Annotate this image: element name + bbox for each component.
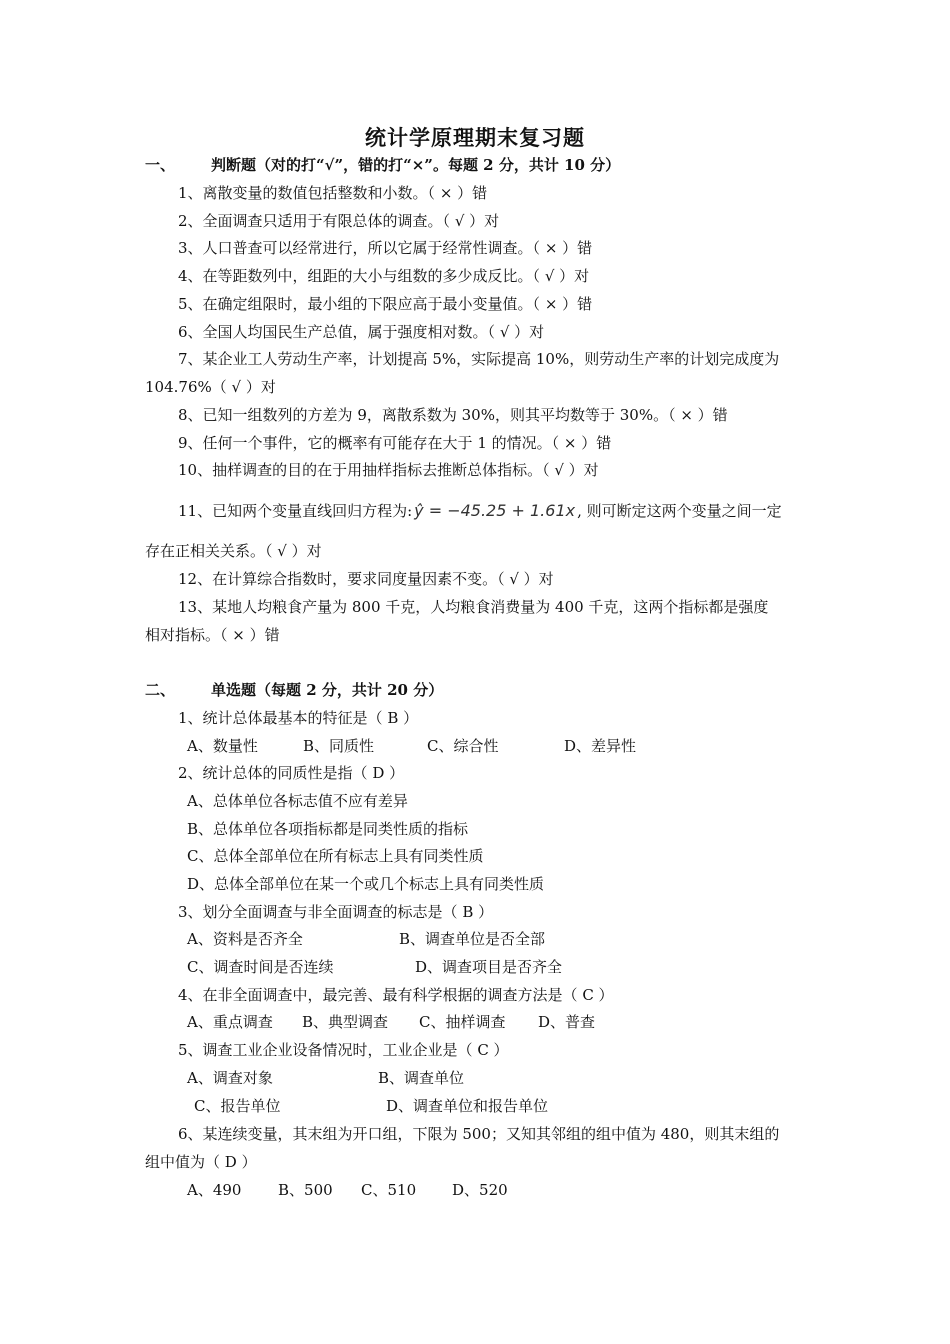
s2-q6-option-d: D、520 bbox=[452, 1181, 508, 1199]
s1-question-1: 1、离散变量的数值包括整数和小数。（ × ）错 bbox=[178, 184, 488, 202]
s1-question-7-line1: 7、某企业工人劳动生产率，计划提高 5%，实际提高 10%，则劳动生产率的计划完成度为 bbox=[178, 350, 780, 368]
document-title: 统计学原理期末复习题 bbox=[365, 125, 585, 150]
s1-question-2: 2、全面调查只适用于有限总体的调查。（ √ ）对 bbox=[178, 212, 500, 230]
s2-q3-option-d: D、调查项目是否齐全 bbox=[415, 958, 563, 976]
s1-question-12: 12、在计算综合指数时，要求同度量因素不变。（ √ ）对 bbox=[178, 570, 554, 588]
s1-question-3: 3、人口普查可以经常进行，所以它属于经常性调查。（ × ）错 bbox=[178, 239, 593, 257]
s1-question-9: 9、任何一个事件，它的概率有可能存在大于 1 的情况。（ × ）错 bbox=[178, 434, 612, 452]
s2-question-6-line1: 6、某连续变量，其末组为开口组，下限为 500；又知其邻组的组中值为 480，则其末组的 bbox=[178, 1125, 780, 1143]
s2-q2-option-a: A、总体单位各标志值不应有差异 bbox=[187, 792, 408, 810]
s2-question-5: 5、调查工业企业设备情况时，工业企业是（ C ） bbox=[178, 1041, 509, 1059]
s2-q2-option-c: C、总体全部单位在所有标志上具有同类性质 bbox=[187, 847, 484, 865]
s1-question-6: 6、全国人均国民生产总值，属于强度相对数。（ √ ）对 bbox=[178, 323, 545, 341]
s2-question-4: 4、在非全面调查中，最完善、最有科学根据的调查方法是（ C ） bbox=[178, 986, 614, 1004]
s1-q11-text-before: 11、已知两个变量直线回归方程为: bbox=[178, 502, 413, 520]
s2-q3-option-c: C、调查时间是否连续 bbox=[187, 958, 334, 976]
s1-q11-text-after: , 则可断定这两个变量之间一定 bbox=[577, 502, 782, 520]
section2-heading bbox=[145, 680, 443, 700]
s1-question-13-line2: 相对指标。（ × ）错 bbox=[145, 626, 280, 644]
s2-question-3: 3、划分全面调查与非全面调查的标志是（ B ） bbox=[178, 903, 494, 921]
s2-q6-option-b: B、500 bbox=[278, 1181, 333, 1199]
s2-question-2: 2、统计总体的同质性是指（ D ） bbox=[178, 764, 405, 782]
s2-q1-option-b: B、同质性 bbox=[303, 737, 375, 755]
s1-question-11-line2: 存在正相关关系。（ √ ）对 bbox=[145, 542, 322, 560]
s1-question-8: 8、已知一组数列的方差为 9，离散系数为 30%，则其平均数等于 30%。（ × ）错 bbox=[178, 406, 728, 424]
s1-question-7-line2: 104.76%（ √ ）对 bbox=[145, 378, 276, 396]
section1-title: 判断题（对的打“√”，错的打“×”。每题 2 分，共计 10 分） bbox=[211, 156, 621, 174]
s2-q1-option-d: D、差异性 bbox=[564, 737, 637, 755]
s2-q5-option-b: B、调查单位 bbox=[378, 1069, 465, 1087]
s2-question-1: 1、统计总体最基本的特征是（ B ） bbox=[178, 709, 419, 727]
section1-number: 一、 bbox=[145, 156, 176, 174]
s1-question-11-line1 bbox=[178, 501, 782, 521]
s1-question-10: 10、抽样调查的目的在于用抽样指标去推断总体指标。（ √ ）对 bbox=[178, 461, 599, 479]
s2-q1-option-c: C、综合性 bbox=[427, 737, 499, 755]
s1-question-13-line1: 13、某地人均粮食产量为 800 千克，人均粮食消费量为 400 千克，这两个指标都是强度 bbox=[178, 598, 769, 616]
s2-q3-option-a: A、资料是否齐全 bbox=[187, 930, 303, 948]
regression-formula: ŷ = −45.25 + 1.61x bbox=[414, 501, 576, 520]
s2-q6-option-c: C、510 bbox=[361, 1181, 417, 1199]
s2-q1-option-a: A、数量性 bbox=[187, 737, 258, 755]
s2-q5-option-c: C、报告单位 bbox=[194, 1097, 281, 1115]
s2-q4-option-b: B、典型调查 bbox=[302, 1013, 389, 1031]
section2-number: 二、 bbox=[145, 681, 176, 699]
s1-question-4: 4、在等距数列中，组距的大小与组数的多少成反比。（ √ ）对 bbox=[178, 267, 590, 285]
s2-q5-option-a: A、调查对象 bbox=[187, 1069, 273, 1087]
s2-q4-option-c: C、抽样调查 bbox=[419, 1013, 506, 1031]
s1-question-5: 5、在确定组限时，最小组的下限应高于最小变量值。（ × ）错 bbox=[178, 295, 593, 313]
s2-q3-option-b: B、调查单位是否全部 bbox=[399, 930, 546, 948]
s2-q2-option-d: D、总体全部单位在某一个或几个标志上具有同类性质 bbox=[187, 875, 545, 893]
s2-q6-option-a: A、490 bbox=[187, 1181, 242, 1199]
s2-q2-option-b: B、总体单位各项指标都是同类性质的指标 bbox=[187, 820, 469, 838]
s2-q4-option-d: D、普查 bbox=[538, 1013, 596, 1031]
s2-question-6-line2: 组中值为（ D ） bbox=[145, 1153, 257, 1171]
s2-q5-option-d: D、调查单位和报告单位 bbox=[386, 1097, 549, 1115]
section1-heading bbox=[145, 155, 620, 175]
section2-title: 单选题（每题 2 分，共计 20 分） bbox=[211, 681, 444, 699]
s2-q4-option-a: A、重点调查 bbox=[187, 1013, 273, 1031]
